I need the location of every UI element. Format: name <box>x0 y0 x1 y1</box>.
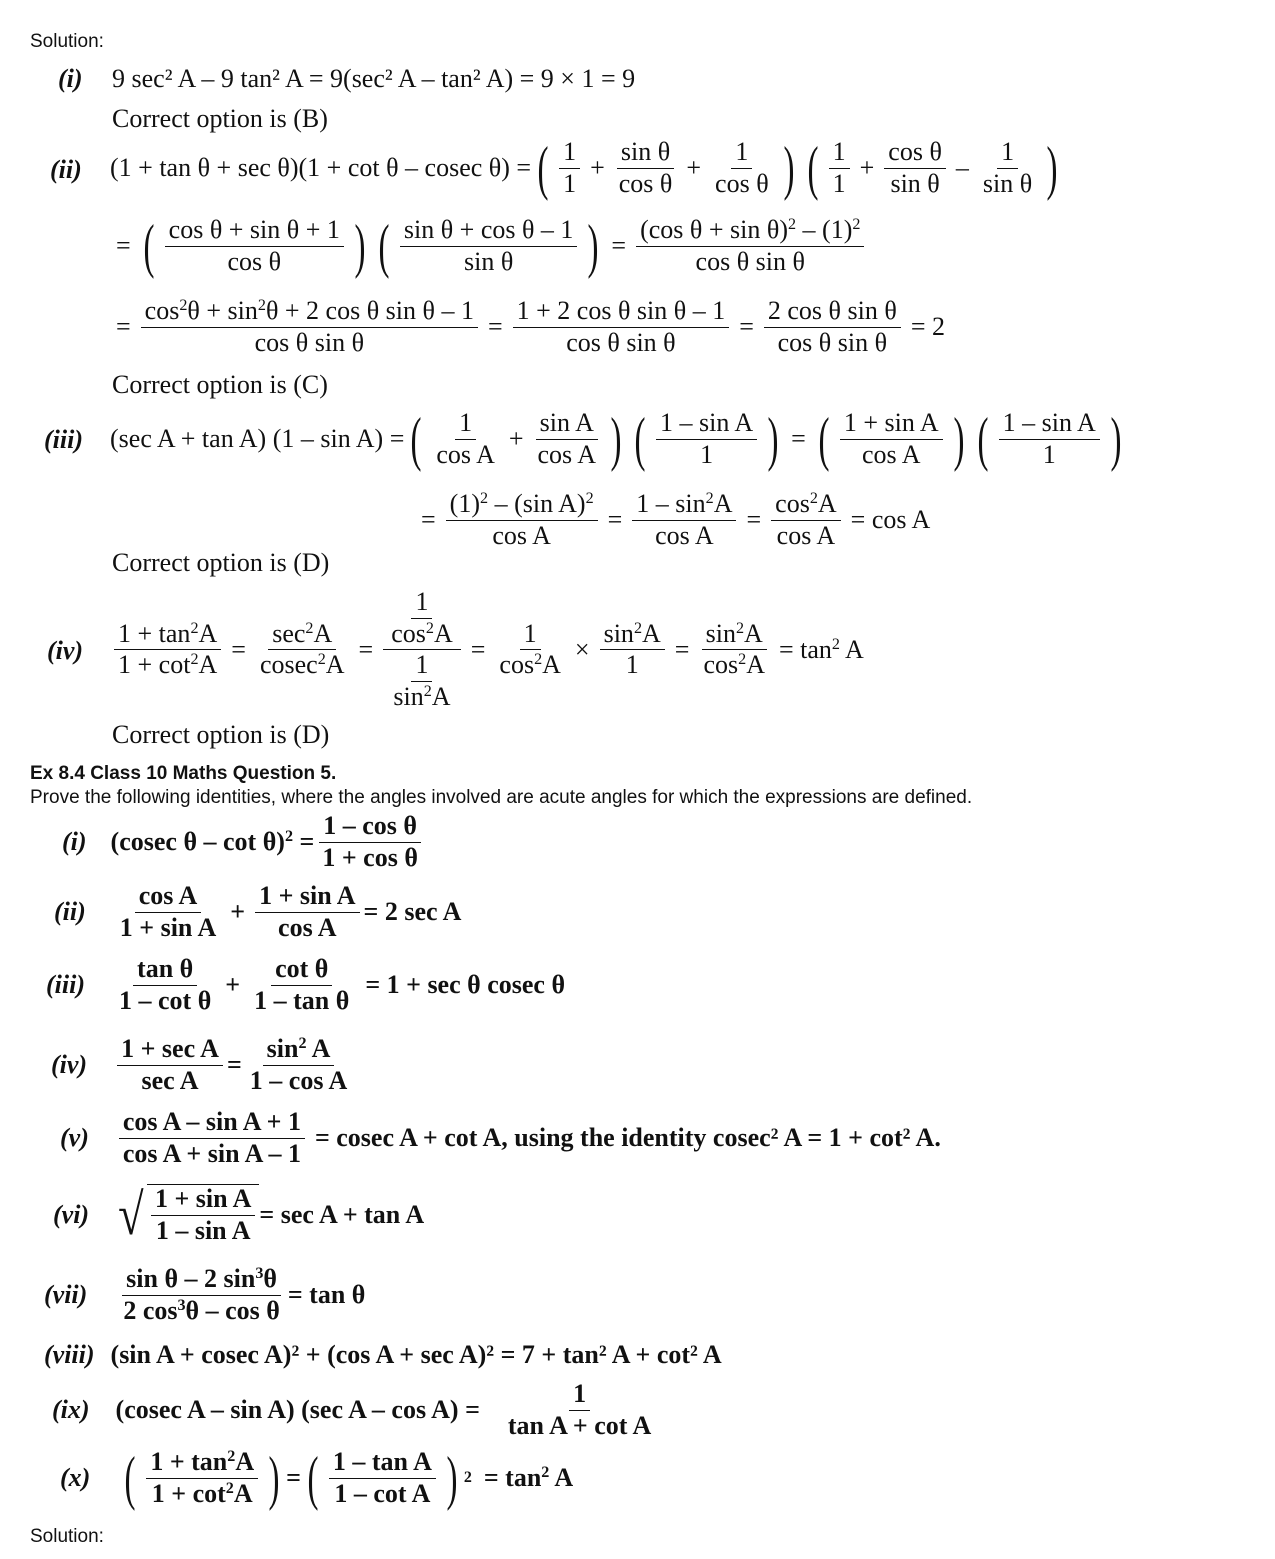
solution-label-2: Solution: <box>30 1526 104 1547</box>
part-iv-label: (iv) <box>47 636 84 665</box>
part-iv-answer: Correct option is (D) <box>112 720 330 749</box>
part-i-line: 9 sec² A – 9 tan² A = 9(sec² A – tan² A) = 9 × 1 = 9 <box>112 64 636 93</box>
q-i: (i) (cosec θ – cot θ)$^2$ = $\frac{\text{1 – cos θ}}{\text{1 + cos θ}}$ <box>62 812 426 872</box>
part-iii-answer: Correct option is (D) <box>112 548 330 577</box>
q-v: (v) $\frac{\text{cos A – sin A + 1}}{\text{cos A + sin A – 1}}$ = cosec A + cot A, using the identity cosec² A = 1 + cot² A. <box>60 1107 941 1168</box>
q-iii: (iii) $\frac{\text{tan θ}}{\text{1 – cot θ}}$ + $\frac{\text{cot θ}}{\text{1 – tan θ}}$ = 1 + sec θ cosec θ <box>46 954 566 1015</box>
part-ii-line2: = ( $\frac{\text{cos θ + sin θ + 1}}{\text{cos θ}}$ ) ( $\frac{\text{sin θ + cos θ – 1}}{\text{sin θ}}$ ) = $\frac{(\cos \theta + \sin \theta)^2 - (1)^2}{\text{cos θ sin θ}}$ <box>110 216 868 276</box>
q-iv: (iv) $\frac{\text{1 + sec A}}{\text{sec A}}$ = $\frac{\sin^2 A}{\text{1 – cos A}}$ <box>51 1034 348 1095</box>
q-x: (x) ( $\frac{1 + \tan^2A}{1 + \cot^2A}$ ) = ( $\frac{\text{1 – tan A}}{\text{1 – cot A}}$ ) 2 = $\tan^2 A$ <box>60 1445 574 1512</box>
solution-label: Solution: <box>30 31 104 52</box>
part-ii-answer: Correct option is (C) <box>112 370 328 399</box>
question-intro: Prove the following identities, where the angles involved are acute angles for which the expressions are defined. <box>30 787 973 808</box>
part-ii-line3: = $\frac{\cos^2\theta + \sin^2\theta + 2 \cos \theta \sin \theta - 1}{\text{cos θ sin θ}}$ = $\frac{\text{1 + 2 cos θ sin θ – 1}}{\text{cos θ sin θ}}$ = $\frac{\text{2 cos θ sin θ}}{\text{cos θ sin θ}}$ = 2 <box>116 296 945 357</box>
q-ix: (ix) (cosec A – sin A) (sec A – cos A) = $\frac{1}{\text{tan A + cot A}}$ <box>52 1379 652 1440</box>
q-viii: (viii) (sin A + cosec A)² + (cos A + sec A)² = 7 + tan² A + cot² A <box>44 1340 722 1369</box>
q-ii: (ii) $\frac{\text{cos A}}{\text{1 + sin A}}$ + $\frac{\text{1 + sin A}}{\text{cos A}}$ = 2 sec A <box>54 881 462 942</box>
q-vi: (vi) √ $\frac{\text{1 + sin A}}{\text{1 – sin A}}$ = sec A + tan A <box>53 1181 425 1247</box>
q-vii: (vii) $\frac{\sin \theta - 2 \sin^3\theta}{2 \cos^3\theta - \cos \theta}$ = tan θ <box>44 1264 366 1325</box>
part-i-answer: Correct option is (B) <box>112 104 328 133</box>
part-iii-label: (iii) <box>44 425 83 454</box>
part-iii-line2: = $\frac{(1)^2 - (\sin A)^2}{\text{cos A}}$ = $\frac{1 - \sin^2A}{\text{cos A}}$ = $\frac{\cos^2A}{\text{cos A}}$ = cos A <box>421 489 931 550</box>
part-iii-line1: (sec A + tan A) (1 – sin A) = ( $\frac{1}{\text{cos A}}$ + $\frac{\text{sin A}}{\text{cos A}}$ ) ( $\frac{\text{1 – sin A}}{1}$ ) = ( $\frac{\text{1 + sin A}}{\text{cos A}}$ ) ( $\frac{\text{1 – sin A}}{1}$ ) <box>110 406 1122 473</box>
question-heading: Ex 8.4 Class 10 Maths Question 5. <box>30 763 337 784</box>
part-i-label: (i) <box>58 64 83 93</box>
part-ii-line1: (1 + tan θ + sec θ)(1 + cot θ – cosec θ) = ( $\frac{1}{1}$ + $\frac{\text{sin θ}}{\text{cos θ}}$ + $\frac{1}{\text{cos θ}}$ ) ( $\frac{1}{1}$ + $\frac{\text{cos θ}}{\text{sin θ}}$ – $\frac{1}{\text{sin θ}}$ ) <box>110 135 1058 202</box>
part-iv-line: $\frac{1 + \tan^2A}{1 + \cot^2A}$ = $\frac{\sec^2A}{cosec^2A}$ = $\frac{\frac{1}{\cos^2A}}{\frac{1}{\sin^2A}}$ = $\frac{1}{\cos^2A}$ × $\frac{\sin^2A}{1}$ = $\frac{\sin^2A}{\cos^2A}$ = $\tan^2 A$ <box>110 588 870 711</box>
part-ii-label: (ii) <box>50 155 82 184</box>
